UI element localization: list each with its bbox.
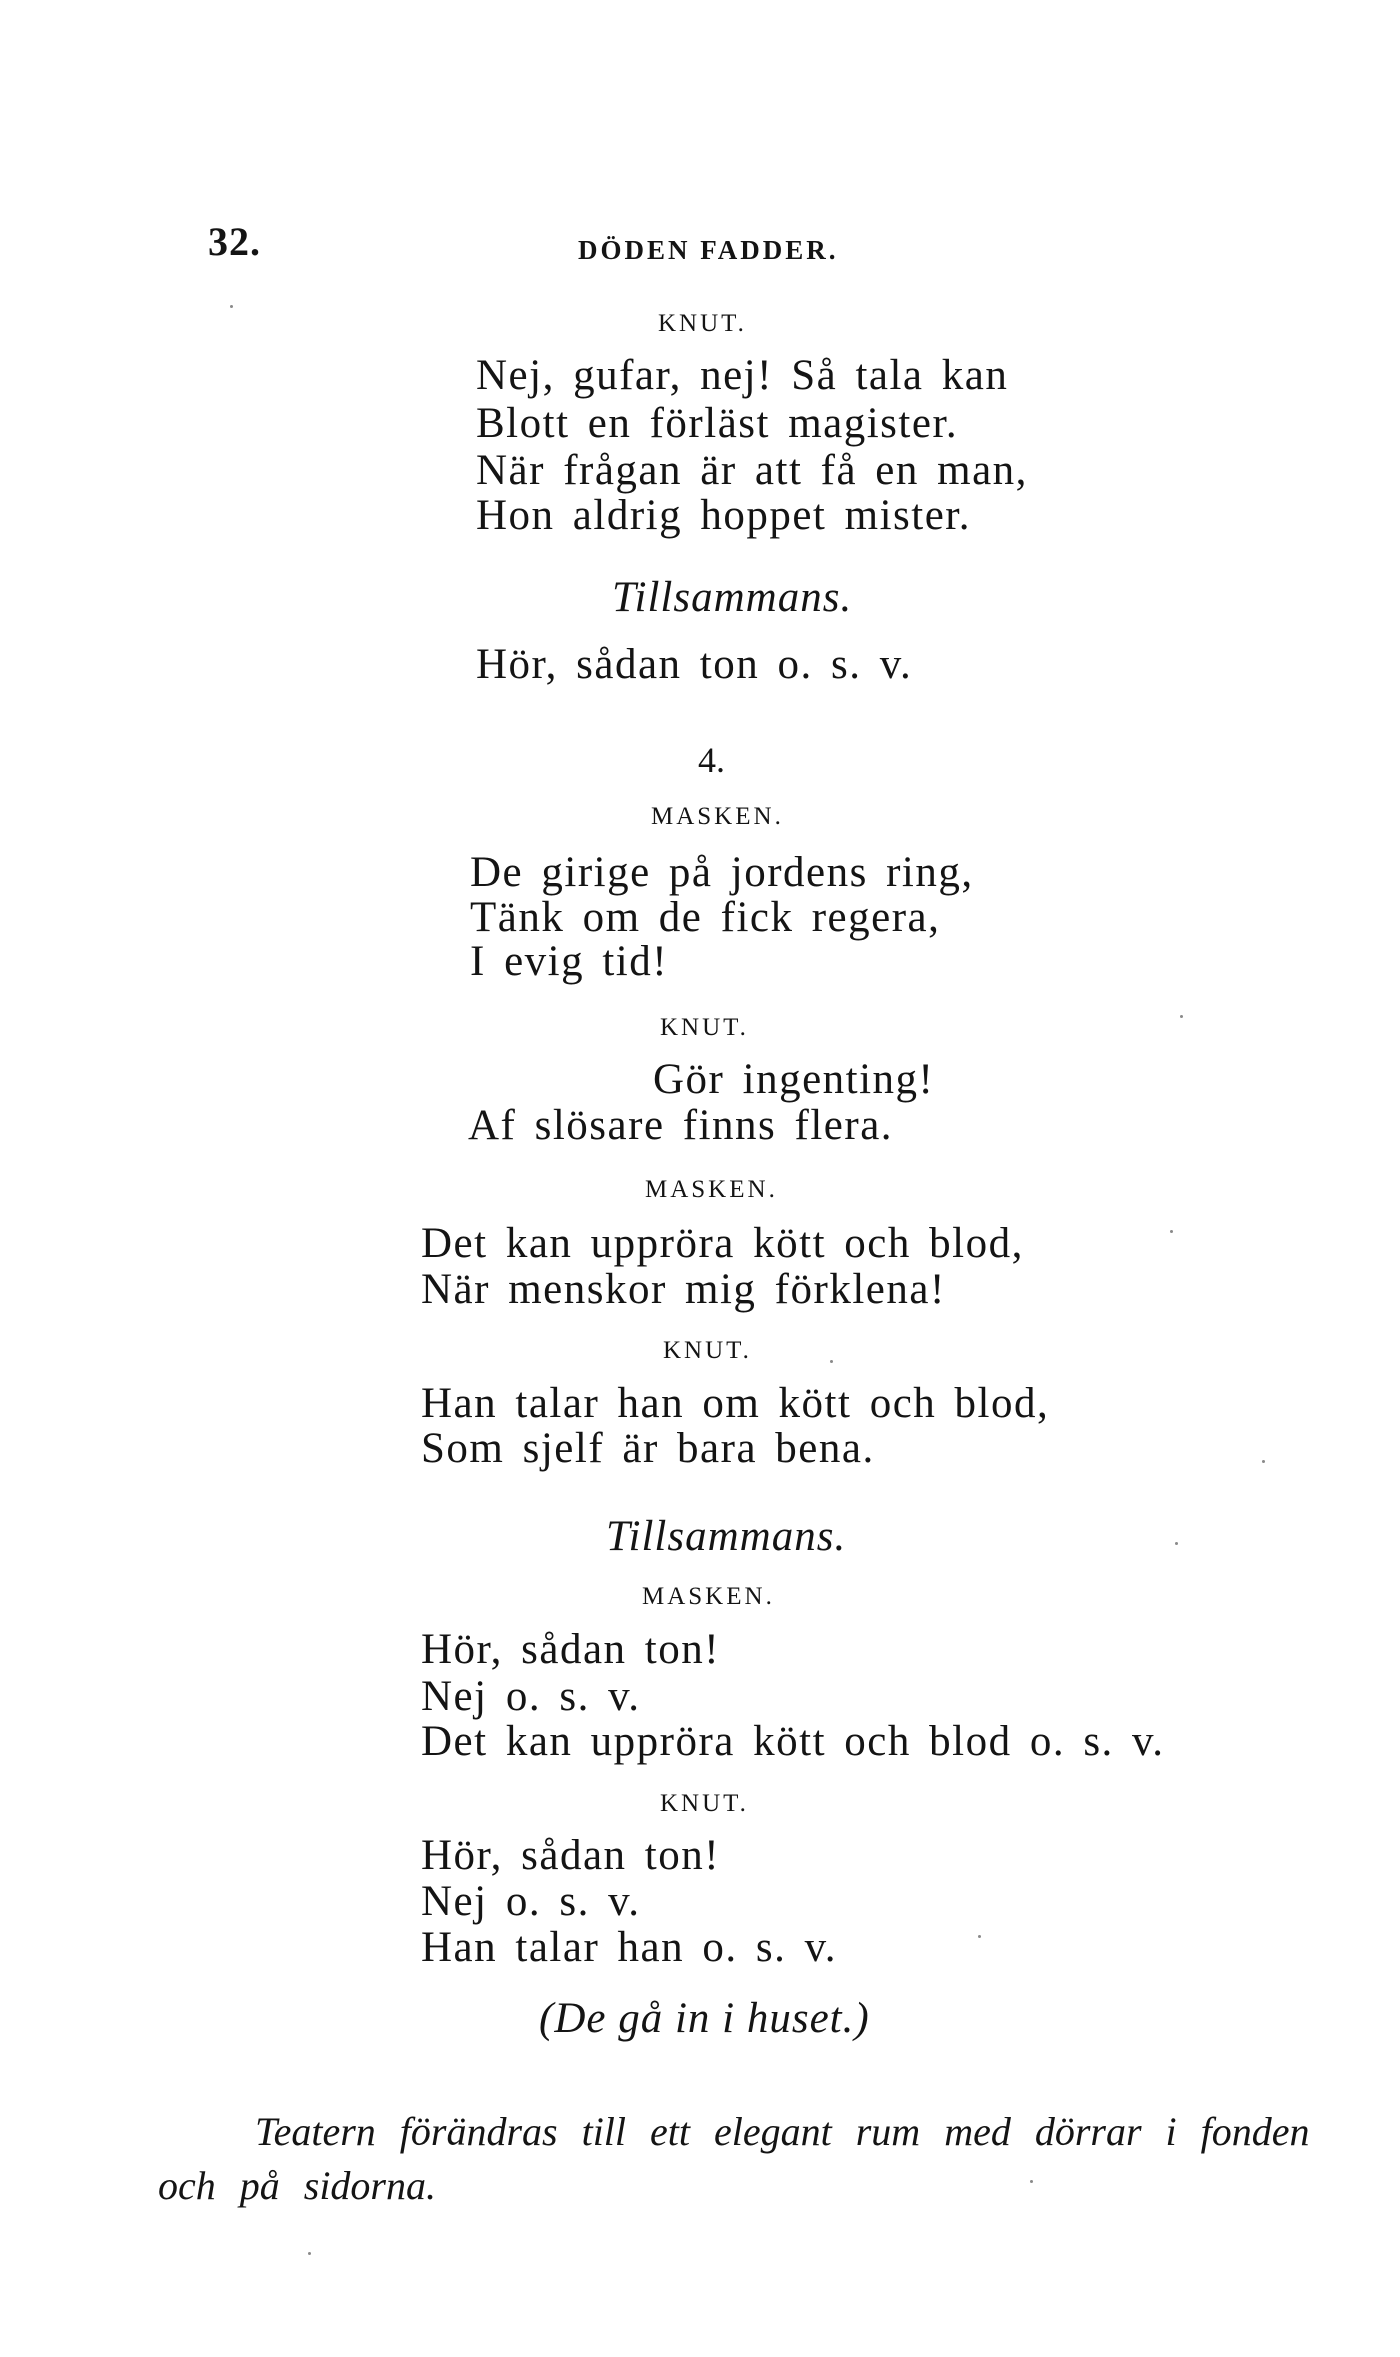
verse-line: Nej, gufar, nej! Så tala kan (476, 352, 1009, 399)
verse-line: I evig tid! (470, 938, 669, 985)
verse-line: Hör, sådan ton! (421, 1626, 721, 1673)
page-number: 32. (208, 219, 261, 264)
running-title: DÖDEN FADDER. (578, 235, 839, 265)
verse-line: När frågan är att få en man, (476, 447, 1028, 494)
scan-speck (1175, 1542, 1178, 1545)
verse-line: Han talar han o. s. v. (421, 1924, 838, 1971)
scan-speck (1170, 1230, 1173, 1233)
scan-speck (830, 1360, 833, 1363)
scan-speck (308, 2252, 311, 2255)
exit-direction: (De gå in i huset.) (539, 1995, 870, 2042)
stage-direction-together: Tillsammans. (606, 1513, 847, 1560)
section-number: 4. (698, 740, 725, 780)
scan-speck (230, 305, 233, 308)
scene-direction-line: Teatern förändras till ett elegant rum med dörrar i fonden (255, 2109, 1310, 2154)
verse-line: När menskor mig förklena! (421, 1266, 946, 1313)
verse-line: Blott en förläst magister. (476, 400, 959, 447)
speaker-knut: KNUT. (663, 1337, 752, 1364)
scan-speck (978, 1935, 981, 1938)
speaker-masken: MASKEN. (645, 1176, 778, 1203)
verse-line: Gör ingenting! (653, 1056, 935, 1103)
scan-speck (1030, 2180, 1033, 2183)
speaker-knut: KNUT. (658, 310, 747, 337)
verse-line: Som sjelf är bara bena. (421, 1425, 875, 1472)
verse-line: Hör, sådan ton! (421, 1832, 721, 1879)
speaker-masken: MASKEN. (651, 803, 784, 830)
scan-speck (1180, 1015, 1183, 1018)
verse-line: Han talar han om kött och blod, (421, 1380, 1050, 1427)
verse-line: Hon aldrig hoppet mister. (476, 492, 971, 539)
speaker-masken: MASKEN. (642, 1583, 775, 1610)
verse-line: Hör, sådan ton o. s. v. (476, 641, 913, 688)
speaker-knut: KNUT. (660, 1790, 749, 1817)
verse-line: De girige på jordens ring, (470, 849, 974, 896)
verse-line: Det kan uppröra kött och blod, (421, 1220, 1024, 1267)
verse-line: Det kan uppröra kött och blod o. s. v. (421, 1718, 1165, 1765)
verse-line: Nej o. s. v. (421, 1878, 641, 1925)
verse-line: Tänk om de fick regera, (470, 894, 941, 941)
verse-line: Nej o. s. v. (421, 1673, 641, 1720)
scene-direction-line: och på sidorna. (158, 2163, 436, 2208)
verse-line: Af slösare finns flera. (468, 1102, 894, 1149)
stage-direction-together: Tillsammans. (612, 574, 853, 621)
scan-speck (1262, 1460, 1265, 1463)
speaker-knut: KNUT. (660, 1014, 749, 1041)
